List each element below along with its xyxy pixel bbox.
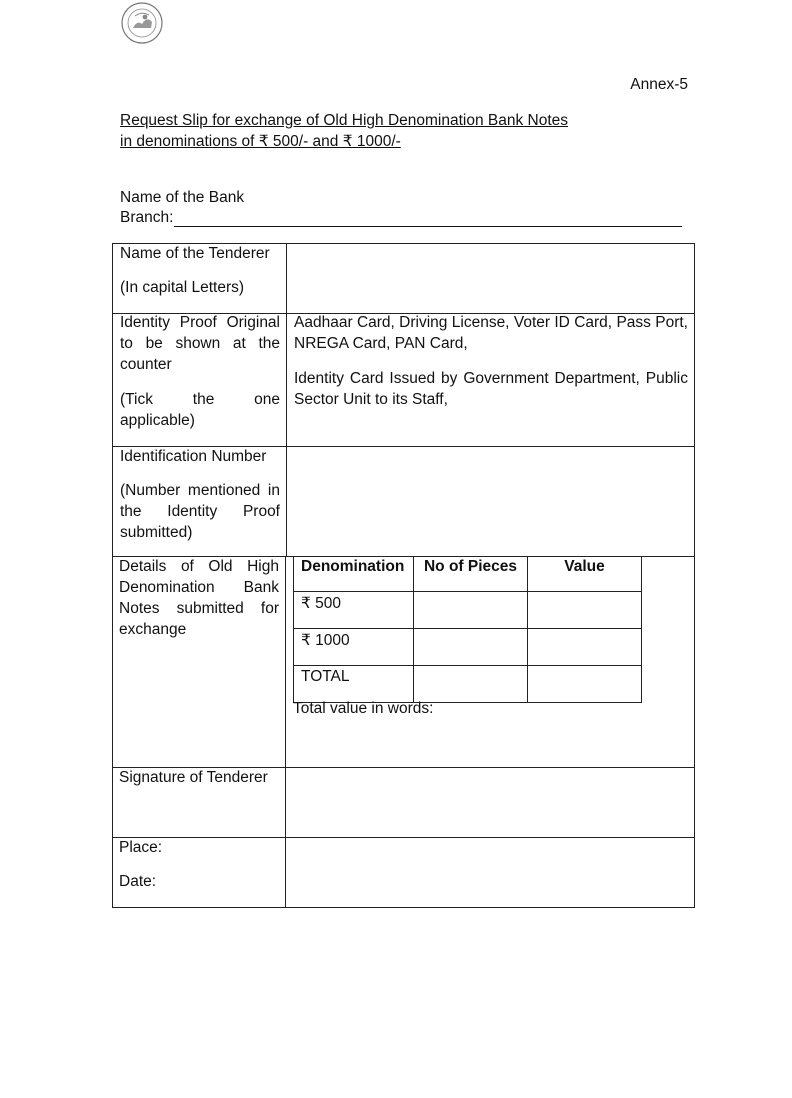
table-border-left [112, 243, 113, 908]
annex-label: Annex-5 [630, 76, 688, 93]
title-line-2: in denominations of ₹ 500/- and ₹ 1000/- [120, 133, 401, 150]
table-border-right [694, 243, 695, 908]
date-label: Date: [119, 873, 157, 890]
tenderer-name-label: Name of the Tenderer [120, 245, 270, 262]
table-row [294, 629, 642, 666]
total-in-words-field[interactable] [287, 720, 694, 766]
tenderer-name-sublabel: (In capital Letters) [120, 279, 245, 296]
denomination-table [293, 556, 642, 703]
identification-number-label: Identification Number [120, 448, 267, 465]
total-pieces-input[interactable] [414, 666, 528, 703]
branch-underline [174, 210, 682, 227]
row-value-input[interactable] [528, 592, 642, 629]
rbi-seal-icon [121, 2, 163, 44]
identification-number-sublabel: (Number mentioned in the Identity Proof submitted) [120, 482, 280, 541]
branch-label: Branch: [120, 209, 174, 226]
tenderer-name-field[interactable] [287, 244, 694, 313]
identification-number-field[interactable] [287, 447, 694, 556]
header-denomination: Denomination [294, 557, 414, 592]
bank-name-label: Name of the Bank [120, 189, 245, 206]
document-title [120, 110, 568, 152]
signature-label: Signature of Tenderer [119, 769, 268, 786]
row-total-label: TOTAL [294, 666, 414, 703]
total-value-input[interactable] [528, 666, 642, 703]
branch-field[interactable] [120, 209, 682, 227]
notes-details-label: Details of Old High Denomination Bank Notes submitted for exchange [119, 558, 279, 638]
signature-field[interactable] [287, 768, 694, 837]
header-no-of-pieces: No of Pieces [414, 557, 528, 592]
identity-proof-options-1[interactable]: Aadhaar Card, Driving License, Voter ID Card, Pass Port, NREGA Card, PAN Card, [294, 314, 688, 352]
identity-proof-options-2[interactable]: Identity Card Issued by Government Department, Public Sector Unit to its Staff, [294, 370, 688, 408]
row-pieces-input[interactable] [414, 592, 528, 629]
table-row [294, 666, 642, 703]
column-divider-lower [285, 556, 286, 908]
identity-proof-tick-note-b: applicable) [120, 412, 195, 429]
row-denomination: ₹ 500 [294, 592, 414, 629]
place-date-field[interactable] [287, 838, 694, 907]
row-border-bottom [112, 907, 695, 908]
title-line-1: Request Slip for exchange of Old High Denomination Bank Notes [120, 112, 569, 129]
place-label: Place: [119, 839, 163, 856]
table-row [294, 592, 642, 629]
row-value-input[interactable] [528, 629, 642, 666]
row-denomination: ₹ 1000 [294, 629, 414, 666]
row-pieces-input[interactable] [414, 629, 528, 666]
header-value: Value [528, 557, 642, 592]
total-in-words-label: Total value in words: [293, 700, 434, 717]
identity-proof-tick-note-a: (Tick the one [120, 391, 280, 408]
identity-proof-label: Identity Proof Original to be shown at the counter [120, 314, 280, 373]
